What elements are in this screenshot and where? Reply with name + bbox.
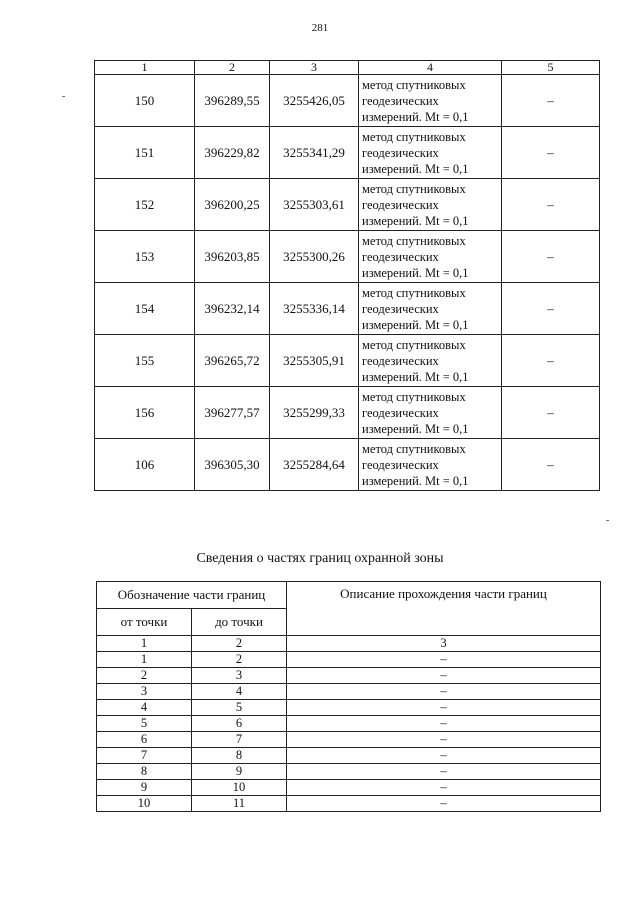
boundary-parts-table xyxy=(96,581,601,812)
extra-cell: – xyxy=(502,127,600,179)
method-line: метод спутниковых xyxy=(362,233,466,248)
table-row xyxy=(95,387,600,439)
y-coordinate-cell: 3255341,29 xyxy=(270,127,359,179)
method-cell xyxy=(359,283,502,335)
x-coordinate-cell: 396289,55 xyxy=(195,75,270,127)
table-header-row xyxy=(97,582,601,609)
to-point-cell: 8 xyxy=(192,748,287,764)
method-line: измерений. Mt = 0,1 xyxy=(362,109,469,124)
coordinates-table xyxy=(94,60,600,491)
method-line: измерений. Mt = 0,1 xyxy=(362,213,469,228)
method-line: метод спутниковых xyxy=(362,285,466,300)
y-coordinate-cell: 3255299,33 xyxy=(270,387,359,439)
scan-mark xyxy=(62,96,65,97)
point-cell: 150 xyxy=(95,75,195,127)
table-row xyxy=(95,439,600,491)
table-row xyxy=(97,716,601,732)
table-row xyxy=(97,732,601,748)
extra-cell: – xyxy=(502,231,600,283)
designation-header: Обозначение части границ xyxy=(97,582,287,609)
method-line: метод спутниковых xyxy=(362,389,466,404)
description-cell: – xyxy=(287,668,601,684)
extra-cell: – xyxy=(502,283,600,335)
to-point-cell: 3 xyxy=(192,668,287,684)
y-coordinate-cell: 3255336,14 xyxy=(270,283,359,335)
point-cell: 155 xyxy=(95,335,195,387)
description-cell: – xyxy=(287,796,601,812)
section-title: Сведения о частях границ охранной зоны xyxy=(196,551,444,566)
description-cell: – xyxy=(287,700,601,716)
point-cell: 154 xyxy=(95,283,195,335)
x-coordinate-cell: 396305,30 xyxy=(195,439,270,491)
to-point-cell: 10 xyxy=(192,780,287,796)
from-point-cell: 6 xyxy=(97,732,192,748)
from-point-cell: 2 xyxy=(97,668,192,684)
column-header: 3 xyxy=(270,61,359,75)
description-cell: – xyxy=(287,716,601,732)
table-row xyxy=(97,652,601,668)
method-line: метод спутниковых xyxy=(362,181,466,196)
extra-cell: – xyxy=(502,335,600,387)
method-line: геодезических xyxy=(362,145,439,160)
table-row xyxy=(95,75,600,127)
method-cell xyxy=(359,335,502,387)
extra-cell: – xyxy=(502,439,600,491)
table-row xyxy=(97,796,601,812)
extra-cell: – xyxy=(502,75,600,127)
point-cell: 153 xyxy=(95,231,195,283)
from-point-cell: 3 xyxy=(97,684,192,700)
description-cell: – xyxy=(287,780,601,796)
method-line: геодезических xyxy=(362,353,439,368)
method-line: измерений. Mt = 0,1 xyxy=(362,161,469,176)
from-point-header: от точки xyxy=(97,609,192,636)
table-row xyxy=(97,636,601,652)
page-number: 281 xyxy=(311,22,329,34)
to-point-cell: 6 xyxy=(192,716,287,732)
scan-mark xyxy=(606,520,609,521)
to-point-cell: 9 xyxy=(192,764,287,780)
method-line: геодезических xyxy=(362,301,439,316)
description-cell: – xyxy=(287,748,601,764)
method-line: измерений. Mt = 0,1 xyxy=(362,265,469,280)
from-point-cell: 10 xyxy=(97,796,192,812)
extra-cell: – xyxy=(502,387,600,439)
from-point-cell: 1 xyxy=(97,652,192,668)
y-coordinate-cell: 3255300,26 xyxy=(270,231,359,283)
point-cell: 152 xyxy=(95,179,195,231)
method-line: метод спутниковых xyxy=(362,337,466,352)
column-header: 4 xyxy=(359,61,502,75)
x-coordinate-cell: 396277,57 xyxy=(195,387,270,439)
method-line: геодезических xyxy=(362,405,439,420)
method-line: метод спутниковых xyxy=(362,77,466,92)
method-line: геодезических xyxy=(362,457,439,472)
to-point-cell: 7 xyxy=(192,732,287,748)
description-cell: 3 xyxy=(287,636,601,652)
description-cell: – xyxy=(287,764,601,780)
y-coordinate-cell: 3255426,05 xyxy=(270,75,359,127)
point-cell: 156 xyxy=(95,387,195,439)
x-coordinate-cell: 396200,25 xyxy=(195,179,270,231)
table-row xyxy=(95,231,600,283)
to-point-cell: 4 xyxy=(192,684,287,700)
method-line: геодезических xyxy=(362,249,439,264)
table-header-row xyxy=(95,61,600,75)
method-cell xyxy=(359,179,502,231)
description-cell: – xyxy=(287,732,601,748)
point-cell: 106 xyxy=(95,439,195,491)
y-coordinate-cell: 3255305,91 xyxy=(270,335,359,387)
table-row xyxy=(95,283,600,335)
y-coordinate-cell: 3255303,61 xyxy=(270,179,359,231)
method-line: измерений. Mt = 0,1 xyxy=(362,421,469,436)
method-line: измерений. Mt = 0,1 xyxy=(362,317,469,332)
table-row xyxy=(97,780,601,796)
table-row xyxy=(95,127,600,179)
method-cell xyxy=(359,75,502,127)
description-header: Описание прохождения части границ xyxy=(287,582,601,636)
to-point-cell: 5 xyxy=(192,700,287,716)
table-row xyxy=(97,684,601,700)
x-coordinate-cell: 396203,85 xyxy=(195,231,270,283)
method-cell xyxy=(359,231,502,283)
description-cell: – xyxy=(287,652,601,668)
method-cell xyxy=(359,387,502,439)
method-line: измерений. Mt = 0,1 xyxy=(362,473,469,488)
from-point-cell: 1 xyxy=(97,636,192,652)
x-coordinate-cell: 396265,72 xyxy=(195,335,270,387)
from-point-cell: 7 xyxy=(97,748,192,764)
column-header: 1 xyxy=(95,61,195,75)
method-line: метод спутниковых xyxy=(362,129,466,144)
to-point-cell: 11 xyxy=(192,796,287,812)
method-cell xyxy=(359,127,502,179)
table-row xyxy=(95,335,600,387)
to-point-header: до точки xyxy=(192,609,287,636)
point-cell: 151 xyxy=(95,127,195,179)
column-header: 2 xyxy=(195,61,270,75)
to-point-cell: 2 xyxy=(192,636,287,652)
from-point-cell: 8 xyxy=(97,764,192,780)
method-line: метод спутниковых xyxy=(362,441,466,456)
description-cell: – xyxy=(287,684,601,700)
method-line: геодезических xyxy=(362,93,439,108)
table-row xyxy=(97,748,601,764)
method-line: измерений. Mt = 0,1 xyxy=(362,369,469,384)
from-point-cell: 9 xyxy=(97,780,192,796)
table-row xyxy=(97,700,601,716)
method-line: геодезических xyxy=(362,197,439,212)
table-row xyxy=(97,764,601,780)
from-point-cell: 5 xyxy=(97,716,192,732)
table-row xyxy=(95,179,600,231)
x-coordinate-cell: 396232,14 xyxy=(195,283,270,335)
from-point-cell: 4 xyxy=(97,700,192,716)
to-point-cell: 2 xyxy=(192,652,287,668)
table-row xyxy=(97,668,601,684)
extra-cell: – xyxy=(502,179,600,231)
column-header: 5 xyxy=(502,61,600,75)
x-coordinate-cell: 396229,82 xyxy=(195,127,270,179)
y-coordinate-cell: 3255284,64 xyxy=(270,439,359,491)
method-cell xyxy=(359,439,502,491)
